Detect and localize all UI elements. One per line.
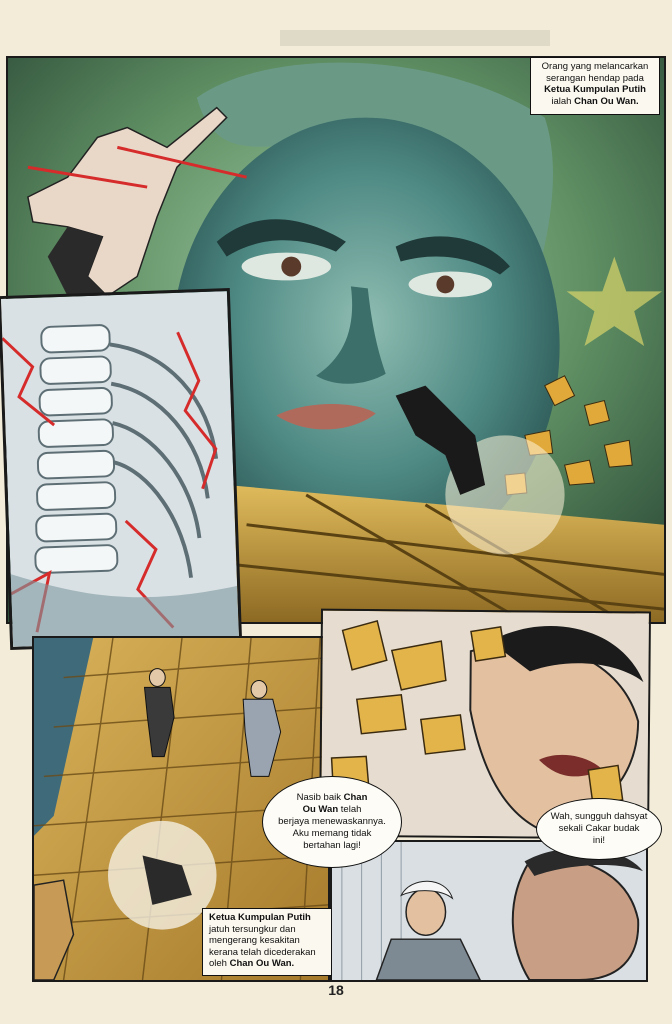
speech-bubble-center	[262, 776, 402, 868]
speech-right-line-1: Wah, sungguh dahsyat	[550, 811, 648, 822]
caption-top	[530, 57, 660, 115]
caption-bottom-line-3: mengerang kesakitan	[209, 935, 300, 946]
speech-bubble-right	[536, 798, 662, 860]
panel-xray-inset	[0, 288, 242, 650]
caption-top-line-1: Orang yang melancarkan	[541, 61, 649, 72]
page-number: 18	[328, 982, 344, 998]
xray-artwork	[1, 291, 239, 647]
speech-center-line-4: Aku memang tidak	[292, 828, 372, 839]
speech-center-line-1-prefix: Nasib baik	[296, 792, 344, 803]
caption-top-line-2: serangan hendap pada	[546, 72, 644, 84]
speech-center-line-2-suffix: telah	[338, 804, 362, 815]
speech-center-line-2-bold: Ou Wan	[302, 804, 339, 815]
speech-center-line-3: berjaya menewaskannya.	[278, 816, 386, 827]
caption-bottom-line-5-bold: Chan Ou Wan.	[229, 958, 295, 969]
panel-bottom-right	[330, 840, 648, 982]
bottom-right-artwork	[332, 842, 646, 980]
caption-top-line-4-prefix: ialah	[551, 95, 575, 107]
speech-center-line-5: bertahan lagi!	[303, 840, 361, 851]
caption-bottom-line-2: jatuh tersungkur dan	[209, 923, 296, 935]
speech-right-line-2: sekali Cakar budak	[558, 823, 640, 834]
bleed-through-header	[280, 26, 550, 50]
speech-right-line-3: ini!	[592, 835, 606, 846]
caption-bottom-line-4: kerana telah dicederakan	[209, 946, 316, 958]
caption-bottom-line-5-prefix: oleh	[209, 958, 230, 969]
speech-center-line-1-bold: Chan	[343, 792, 368, 803]
caption-top-line-4-bold: Chan Ou Wan.	[574, 95, 639, 107]
caption-bottom-line-1: Ketua Kumpulan Putih	[209, 912, 311, 923]
caption-top-line-3: Ketua Kumpulan Putih	[544, 84, 646, 95]
caption-bottom	[202, 908, 332, 976]
